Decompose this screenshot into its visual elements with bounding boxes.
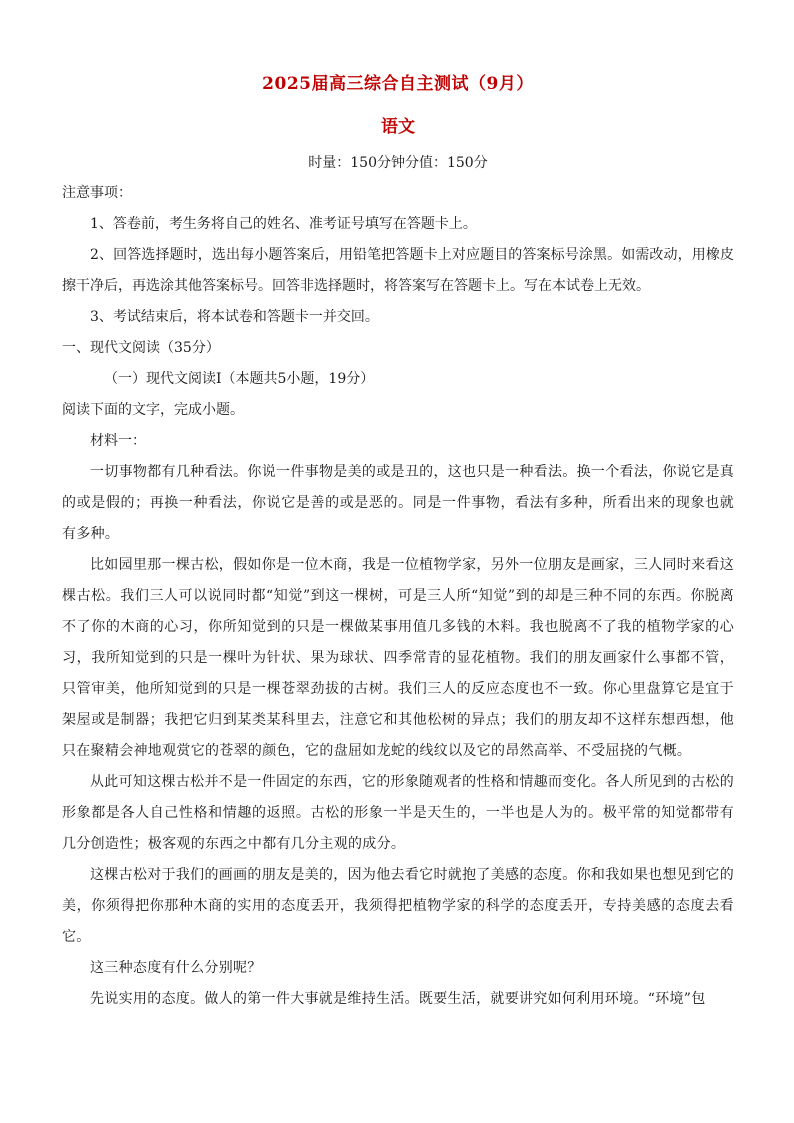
material-label: 材料一： — [90, 433, 146, 449]
notice-item-1: 1、答卷前，考生务将自己的姓名、准考证号填写在答题卡上。 — [90, 216, 477, 232]
notice-item-3: 3、考试结束后，将本试卷和答题卡一并交回。 — [90, 309, 379, 325]
passage-paragraph-6: 先说实用的态度。做人的第一件大事就是维持生活。既要生活，就要讲究如何利用环境。“环境”包 — [90, 991, 706, 1007]
section-subheading: （一）现代文阅读Ⅰ（本题共5小题，19分） — [104, 371, 375, 387]
exam-meta: 时量：150分钟分值：150分 — [308, 155, 488, 171]
passage-paragraph-5: 这三种态度有什么分别呢？ — [90, 960, 262, 976]
section-heading: 一、现代文阅读（35分） — [62, 340, 220, 356]
passage-paragraph-3: 从此可知这棵古松并不是一件固定的东西，它的形象随观者的性格和情趣而变化。各人所见到的古松的形象都是各人自己性格和情趣的返照。古松的形象一半是天生的，一半也是人为的。极平常的知觉都带有几分创造性；极客观的东西之中都有几分主观的成分。 — [62, 774, 734, 852]
notice-heading: 注意事项： — [62, 185, 132, 201]
notice-item-2: 2、回答选择题时，选出每小题答案后，用铅笔把答题卡上对应题目的答案标号涂黑。如需改动，用橡皮擦干净后，再选涂其他答案标号。回答非选择题时，将答案写在答题卡上。写在本试卷上无效。 — [62, 247, 734, 294]
exam-title: 2025届高三综合自主测试（9月） — [262, 74, 534, 94]
passage-paragraph-2: 比如园里那一棵古松，假如你是一位木商，我是一位植物学家，另外一位朋友是画家，三人同时来看这棵古松。我们三人可以说同时都“知觉”到这一棵树，可是三人所“知觉”到的却是三种不同的东西。你脱离不了你的木商的心习，你所知觉到的只是一棵做某事用值几多钱的木料。我也脱离不了我的植物学家的心习，我所知觉到的只是一棵叶为针状、果为球状、四季常青的显花植物。我们的朋友画家什么事都不管，只管审美，他所知觉到的只是一棵苍翠劲拔的古树。我们三人的反应态度也不一致。你心里盘算它是宜于架屋或是制器；我把它归到某类某科里去，注意它和其他松树的异点；我们的朋友却不这样东想西想，他只在聚精会神地观赏它的苍翠的颜色，它的盘屈如龙蛇的线纹以及它的昂然高举、不受屈挠的气概。 — [62, 557, 734, 759]
exam-page — [62, 0, 734, 1015]
passage-paragraph-4: 这棵古松对于我们的画画的朋友是美的，因为他去看它时就抱了美感的态度。你和我如果也想见到它的美，你须得把你那种木商的实用的态度丢开，我须得把植物学家的科学的态度丢开，专持美感的态度去看它。 — [62, 867, 734, 945]
subject-title: 语文 — [381, 117, 415, 137]
passage-paragraph-1: 一切事物都有几种看法。你说一件事物是美的或是丑的，这也只是一种看法。换一个看法，你说它是真的或是假的；再换一种看法，你说它是善的或是恶的。同是一件事物，看法有多种，所看出来的现象也就有多种。 — [62, 464, 734, 542]
reading-instruction: 阅读下面的文字，完成小题。 — [62, 402, 244, 418]
